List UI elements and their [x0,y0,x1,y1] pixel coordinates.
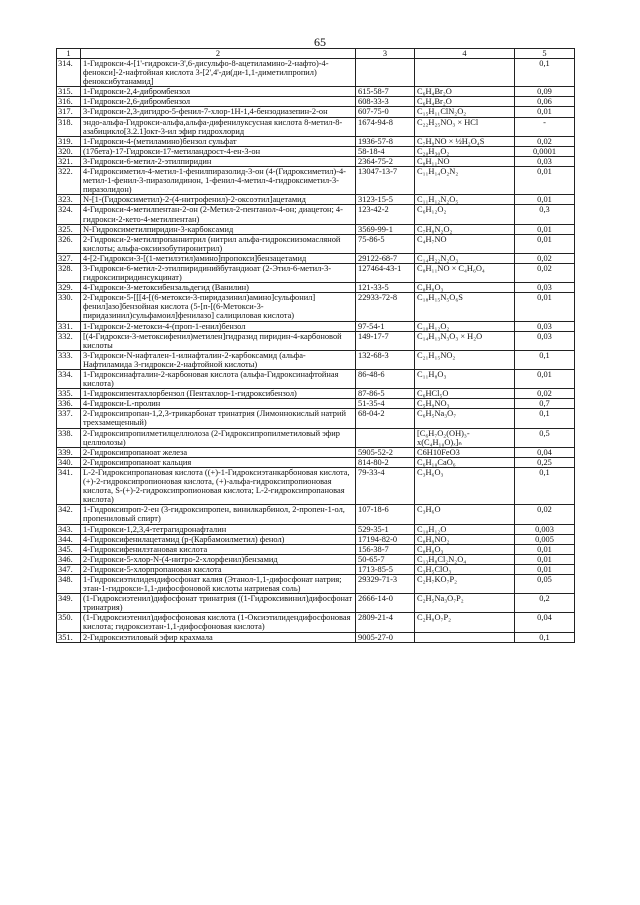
substance-name: 3-Гидрокси-6-метил-2-этилпиридинийбутандиоат (2-Этил-6-метил-3-гидроксипиридинсукцинат) [81,263,356,282]
concentration-value: 0,01 [515,107,575,117]
table-row [57,234,575,253]
cas-number: 2364-75-2 [356,156,415,166]
row-number: 329. [57,283,81,293]
row-number: 325. [57,224,81,234]
substance-name: 3-Гидрокси-6-метил-2-этилпиридин [81,156,356,166]
chemical-formula: C₂₁H₁₅NO₂ [415,350,515,369]
chemical-formula [415,59,515,87]
cas-number: 87-86-5 [356,389,415,399]
substance-name: 1-Гидроксипроп-2-ен (3-гидроксипропен, винилкарбинол, 2-пропен-1-ол, пропениловый спирт) [81,505,356,524]
chemical-formula: C6H10FeO3 [415,447,515,457]
row-number: 335. [57,389,81,399]
chemical-formula: C₁₀H₁₂O [415,524,515,534]
table-row [57,167,575,195]
table-row [57,136,575,146]
table-row [57,534,575,544]
substance-name: 1-Гидрокси-2-метокси-4-(проп-1-енил)бензол [81,321,356,331]
chemical-formula: C₅H₉NO₃ [415,399,515,409]
concentration-value: 0,03 [515,331,575,350]
substance-name: 3-Гидрокси-2,3-дигидро-5-фенил-7-хлор-1Н-1,4-бензодиазепин-2-он [81,107,356,117]
substance-name: 2-Гидроксипропилметилцеллюлоза (2-Гидроксипропилметиловый эфир целлюлозы) [81,428,356,447]
row-number: 347. [57,564,81,574]
substance-name: 2-Гидроксипропаноат железа [81,447,356,457]
table-row [57,544,575,554]
concentration-value: 0,04 [515,613,575,632]
table-row [57,87,575,97]
concentration-value: 0,02 [515,136,575,146]
concentration-value: 0,1 [515,467,575,504]
row-number: 349. [57,594,81,613]
cas-number: 2666-14-0 [356,594,415,613]
row-number: 330. [57,293,81,321]
substance-name: 2-Гидроксипропаноат кальция [81,457,356,467]
column-header: 5 [515,49,575,59]
cas-number: 615-58-7 [356,87,415,97]
substance-name: 4-Гидрокси-L-пролин [81,399,356,409]
concentration-value: 0,003 [515,524,575,534]
concentration-value: 0,01 [515,224,575,234]
cas-number: 3569-99-1 [356,224,415,234]
cas-number: 607-75-0 [356,107,415,117]
substance-name: 2-Гидрокси-5-хлорпропановая кислота [81,564,356,574]
row-number: 345. [57,544,81,554]
table-row [57,117,575,136]
concentration-value: 0,0001 [515,146,575,156]
table-body [57,59,575,643]
concentration-value: 0,2 [515,594,575,613]
table-row [57,107,575,117]
cas-number: 608-33-3 [356,97,415,107]
chemical-formula: C₁₁H₁₄O₂N₂ [415,167,515,195]
row-number: 332. [57,331,81,350]
concentration-value: 0,1 [515,409,575,428]
table-row [57,253,575,263]
cas-number: 58-18-4 [356,146,415,156]
table-row [57,205,575,224]
chemical-formula: C₈H₁₁NO [415,156,515,166]
table-row [57,146,575,156]
concentration-value: 0,25 [515,457,575,467]
table-header-row [57,49,575,59]
cas-number [356,428,415,447]
table-row [57,409,575,428]
table-row [57,156,575,166]
row-number: 348. [57,574,81,593]
row-number: 321. [57,156,81,166]
chemical-formula: C₁₈H₁₅N₅O₆S [415,293,515,321]
chemical-formula: C₆HCl₅O [415,389,515,399]
chemical-formula: C₃H₆O [415,505,515,524]
substances-table [56,48,575,643]
table-row [57,524,575,534]
cas-number: 1936-57-8 [356,136,415,146]
substance-name: 1-Гидрокси-4-(метиламино)бензол сульфат [81,136,356,146]
column-header: 2 [81,49,356,59]
chemical-formula: C₂H₇KO₇P₂ [415,574,515,593]
table-row [57,389,575,399]
cas-number: 97-54-1 [356,321,415,331]
concentration-value: 0,1 [515,632,575,642]
substance-name: 1-Гидрокси-4-[1'-гидрокси-3',6-дисульфо-8-ацетиламино-2-нафто)-4-фенокси]-2-нафтойная кислота 3-[2',4'-ди(ди-1,1-диметилпропил) феноксибутанамид] [81,59,356,87]
cas-number: 1713-85-5 [356,564,415,574]
row-number: 322. [57,167,81,195]
cas-number: 29122-68-7 [356,253,415,263]
chemical-formula [415,632,515,642]
substance-name: 2-Гидрокси-5-хлор-N-(4-нитро-2-хлорфенил)бензамид [81,554,356,564]
substance-name: эндо-альфа-Гидрокси-альфа,альфа-дифенилуксусная кислота 8-метил-8-азабицикло[3.2.1]окт-3-ил эфир гидрохлорид [81,117,356,136]
substance-name: 1-Гидрокси-2,6-дибромбензол [81,97,356,107]
concentration-value: 0,04 [515,447,575,457]
row-number: 338. [57,428,81,447]
substance-name: 4-[2-Гидрокси-3-[(1-метилэтил)амино]пропокси]бензацетамид [81,253,356,263]
cas-number: 13047-13-7 [356,167,415,195]
substance-name: 4-Гидрокси-4-метилпентан-2-он (2-Метил-2-пентанол-4-он; диацетон; 4-гидрокси-2-кето-4-метилпентан) [81,205,356,224]
concentration-value: 0,005 [515,534,575,544]
concentration-value: 0,02 [515,263,575,282]
cas-number: 50-65-7 [356,554,415,564]
row-number: 320. [57,146,81,156]
table-row [57,195,575,205]
cas-number: 86-48-6 [356,370,415,389]
substance-name: 2-Гидрокси-2-метилпропаннитрил (нитрил альфа-гидроксиизомасляной кислоты; альфа-оксиизобутиронитрил) [81,234,356,253]
concentration-value: 0,09 [515,87,575,97]
substance-name: 2-Гидрокси-5-[[[4-[(6-метокси-3-пиридазинил)амино]сульфонил] фенил]азо]бензойная кислота (5-[п-[(6-Метокси-3-пиридазинил)сульфамоил]фенилазо] салициловая кислота) [81,293,356,321]
concentration-value: 0,01 [515,370,575,389]
chemical-formula: C₁₁H₈O₃ [415,370,515,389]
row-number: 318. [57,117,81,136]
chemical-formula: C₈H₉NO₂ [415,534,515,544]
cas-number: 5905-52-2 [356,447,415,457]
table-row [57,350,575,369]
table-row [57,428,575,447]
chemical-formula: C₁₃H₈Cl₂N₂O₄ [415,554,515,564]
page-number: 65 [314,35,326,49]
row-number: 331. [57,321,81,331]
chemical-formula: C₁₅H₁₁ClN₂O₂ [415,107,515,117]
cas-number: 1674-94-8 [356,117,415,136]
table-row [57,293,575,321]
row-number: 343. [57,524,81,534]
row-number: 327. [57,253,81,263]
chemical-formula: C₇H₈N₂O₂ [415,224,515,234]
row-number: 316. [57,97,81,107]
chemical-formula: C₁₄H₂₂N₂O₃ [415,253,515,263]
table-row [57,447,575,457]
substance-name: 2-Гидроксиэтиловый эфир крахмала [81,632,356,642]
row-number: 337. [57,409,81,428]
row-number: 328. [57,263,81,282]
cas-number: 75-86-5 [356,234,415,253]
row-number: 340. [57,457,81,467]
cas-number: 149-17-7 [356,331,415,350]
cas-number: 814-80-2 [356,457,415,467]
cas-number: 529-35-1 [356,524,415,534]
cas-number [356,59,415,87]
cas-number: 17194-82-0 [356,534,415,544]
column-header: 3 [356,49,415,59]
table-row [57,467,575,504]
substance-name: 4-Гидроксиметил-4-метил-1-фенилпиразолид-3-он (4-(Гидроксиметил)-4-метил-1-фенил-3-пиразолидинон, 1-фенил-4-метил-4-гидроксиметил-3-пиразолидон) [81,167,356,195]
substance-name: 4-Гидрокси-3-метоксибензальдегид (Ванилин) [81,283,356,293]
cas-number: 132-68-3 [356,350,415,369]
cas-number: 107-18-6 [356,505,415,524]
concentration-value: 0,03 [515,156,575,166]
chemical-formula: C₈H₈O₃ [415,544,515,554]
table-row [57,554,575,564]
column-header: 4 [415,49,515,59]
substance-name: 1-Гидрокси-2,4-дибромбензол [81,87,356,97]
table-row [57,613,575,632]
row-number: 341. [57,467,81,504]
cas-number: 51-35-4 [356,399,415,409]
concentration-value: 0,02 [515,253,575,263]
chemical-formula: C₈H₈O₃ [415,283,515,293]
chemical-formula: C₁₁H₁₂N₂O₅ [415,195,515,205]
chemical-formula: C₄H₇NO [415,234,515,253]
concentration-value: 0,05 [515,574,575,593]
table-row [57,263,575,282]
chemical-formula: C₆H₄Br₂O [415,87,515,97]
row-number: 336. [57,399,81,409]
concentration-value: 0,03 [515,283,575,293]
table-row [57,224,575,234]
table-row [57,399,575,409]
table-row [57,283,575,293]
chemical-formula: C₂H₅Na₃O₇P₂ [415,594,515,613]
row-number: 350. [57,613,81,632]
concentration-value: 0,01 [515,544,575,554]
concentration-value: 0,1 [515,350,575,369]
cas-number: 2809-21-4 [356,613,415,632]
table-row [57,574,575,593]
concentration-value: 0,01 [515,167,575,195]
concentration-value: 0,5 [515,428,575,447]
substance-name: 1-Гидроксинафталин-2-карбоновая кислота (альфа-Гидроксинафтойная кислота) [81,370,356,389]
chemical-formula: C₂H₈O₇P₂ [415,613,515,632]
cas-number: 29329-71-3 [356,574,415,593]
table-row [57,59,575,87]
table-row [57,331,575,350]
cas-number: 3123-15-5 [356,195,415,205]
row-number: 342. [57,505,81,524]
concentration-value: 0,01 [515,234,575,253]
concentration-value: 0,01 [515,554,575,564]
cas-number: 9005-27-0 [356,632,415,642]
row-number: 319. [57,136,81,146]
cas-number: 121-33-5 [356,283,415,293]
concentration-value: - [515,117,575,136]
row-number: 333. [57,350,81,369]
substance-name: 1-Гидроксиэтилидендифосфонат калия (Этанол-1,1-дифосфонат натрия; этан-1-гидрокси-1,1-дифосфоновой кислоты натриевая соль) [81,574,356,593]
chemical-formula: C₈H₁₁NO × C₄H₆O₄ [415,263,515,282]
cas-number: 22933-72-8 [356,293,415,321]
cas-number: 123-42-2 [356,205,415,224]
chemical-formula: C₁₀H₁₂O₂ [415,321,515,331]
concentration-value: 0,01 [515,293,575,321]
concentration-value: 0,3 [515,205,575,224]
substance-name: 4-Гидроксифенилэтановая кислота [81,544,356,554]
chemical-formula: C₆H₁₀CaO₆ [415,457,515,467]
chemical-formula: [C₆H₇O₂(OH)₃-x(C₄H₁₀O)ₓ]ₙ [415,428,515,447]
row-number: 339. [57,447,81,457]
row-number: 317. [57,107,81,117]
substance-name: N-Гидроксиметилпиридин-3-карбоксамид [81,224,356,234]
row-number: 334. [57,370,81,389]
chemical-formula: C₃H₆O₃ [415,467,515,504]
substance-name: 4-Гидроксифенилацетамид (р-(Карбамоилметил) фенол) [81,534,356,544]
table-row [57,564,575,574]
cas-number: 79-33-4 [356,467,415,504]
row-number: 346. [57,554,81,564]
chemical-formula: C₇H₉NO × ½H₂O₄S [415,136,515,146]
substance-name: [(4-Гидрокси-3-метоксифенил)метилен]гидразид пиридин-4-карбоновой кислоты [81,331,356,350]
chemical-formula: C₃H₅ClO₃ [415,564,515,574]
substance-name: (17бета)-17-Гидрокси-17-метиландрост-4-ен-3-он [81,146,356,156]
cas-number: 68-04-2 [356,409,415,428]
substance-name: 1-Гидрокси-1,2,3,4-тетрагидронафталин [81,524,356,534]
row-number: 315. [57,87,81,97]
substance-name: 3-Гидрокси-N-нафтален-1-илнафталин-2-карбоксамид (альфа-Нафтиламида 3-гидрокси-2-нафтойной кислоты) [81,350,356,369]
concentration-value: 0,06 [515,97,575,107]
concentration-value: 0,7 [515,399,575,409]
row-number: 326. [57,234,81,253]
row-number: 324. [57,205,81,224]
cas-number: 156-38-7 [356,544,415,554]
table-row [57,505,575,524]
chemical-formula: C₆H₅Na₃O₇ [415,409,515,428]
concentration-value: 0,02 [515,505,575,524]
table-row [57,370,575,389]
table-row [57,97,575,107]
table-row [57,321,575,331]
chemical-formula: C₂₂H₂₅NO₃ × HCl [415,117,515,136]
substance-name: (1-Гидроксиэтенил)дифосфонат тринатрия ((1-Гидроксивинил)дифосфонат тринатрия) [81,594,356,613]
substance-name: N-[1-(Гидроксиметил)-2-(4-нитрофенил)-2-оксоэтил]ацетамид [81,195,356,205]
table-row [57,594,575,613]
chemical-formula: C₁₄H₁₃N₃O₃ × H₂O [415,331,515,350]
concentration-value: 0,01 [515,564,575,574]
table-row [57,457,575,467]
row-number: 344. [57,534,81,544]
chemical-formula: C₆H₁₂O₂ [415,205,515,224]
row-number: 314. [57,59,81,87]
substance-name: (1-Гидроксиэтенил)дифосфоновая кислота (1-Оксиэтилидендифосфоновая кислота; гидроксиэтан-1,1-дифосфоновая кислота) [81,613,356,632]
table-row [57,632,575,642]
concentration-value: 0,02 [515,389,575,399]
row-number: 323. [57,195,81,205]
row-number: 351. [57,632,81,642]
chemical-formula: C₂₀H₃₀O₂ [415,146,515,156]
concentration-value: 0,01 [515,195,575,205]
cas-number: 127464-43-1 [356,263,415,282]
substance-name: 1-Гидроксипентахлорбензол (Пентахлор-1-гидроксибензол) [81,389,356,399]
chemical-formula: C₆H₄Br₂O [415,97,515,107]
column-header: 1 [57,49,81,59]
concentration-value: 0,1 [515,59,575,87]
substance-name: 2-Гидроксипропан-1,2,3-трикарбонат тринатрия (Лимоннокислый натрий трехзамещенный) [81,409,356,428]
substance-name: L-2-Гидроксипропановая кислота ((+)-1-Гидроксиэтанкарбоновая кислота, (+)-2-гидроксипропионовая кислота, (+)-альфа-гидроксипропионовая кислота, S-(+)-2-гидроксипропионовая кислота; L-2-гидроксипропановая кислота) [81,467,356,504]
concentration-value: 0,03 [515,321,575,331]
